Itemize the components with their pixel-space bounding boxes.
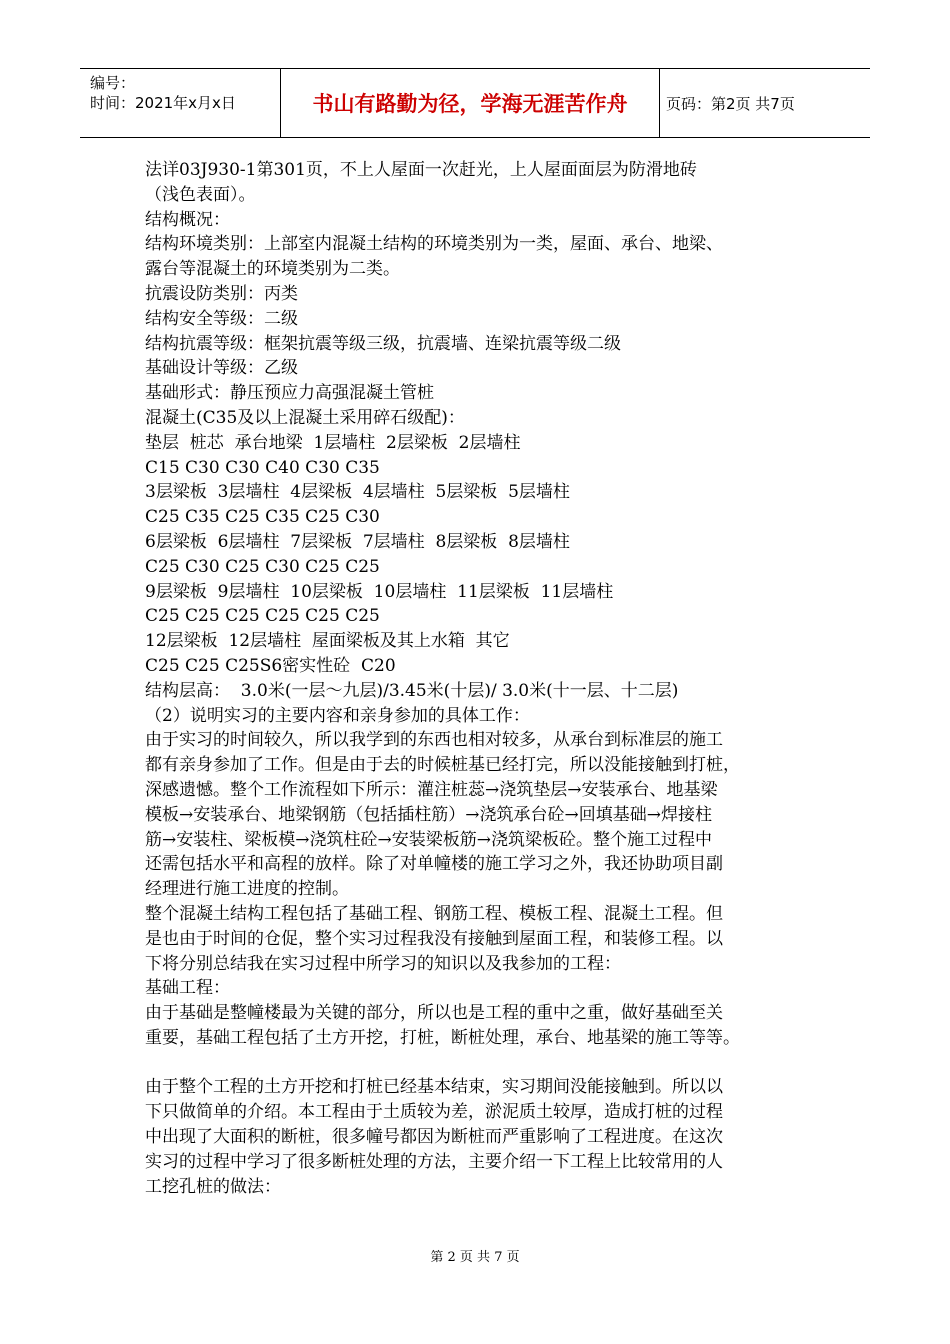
body-line: 结构概况： bbox=[145, 209, 230, 230]
body-line: 还需包括水平和高程的放样。除了对单幢楼的施工学习之外，我还协助项目副 bbox=[145, 854, 723, 875]
body-line: 由于基础是整幢楼最为关键的部分，所以也是工程的重中之重，做好基础至关 bbox=[145, 1003, 723, 1024]
body-line: 由于整个工程的土方开挖和打桩已经基本结束，实习期间没能接触到。所以以 bbox=[145, 1077, 723, 1098]
body-line: C25 C25 C25S6密实性砼 C20 bbox=[145, 655, 396, 676]
header-page-info bbox=[660, 69, 870, 137]
document-body bbox=[145, 158, 815, 1199]
body-line: C25 C30 C25 C30 C25 C25 bbox=[145, 556, 380, 577]
body-line: 中出现了大面积的断桩，很多幢号都因为断桩而严重影响了工程进度。在这次 bbox=[145, 1127, 723, 1148]
body-line: 筋→安装柱、梁板模→浇筑柱砼→安装梁板筋→浇筑梁板砼。整个施工过程中 bbox=[145, 829, 712, 850]
page-info-text: 页码：第2页 共7页 bbox=[666, 94, 795, 113]
body-line: 混凝土(C35及以上混凝土采用碎石级配)： bbox=[145, 407, 465, 428]
page-header bbox=[80, 68, 870, 138]
body-line: 结构安全等级：二级 bbox=[145, 308, 298, 329]
document-number-label: 编号： bbox=[90, 74, 136, 92]
body-line: 3层梁板 3层墙柱 4层梁板 4层墙柱 5层梁板 5层墙柱 bbox=[145, 482, 570, 503]
document-date: 时间：2021年x月x日 bbox=[90, 94, 236, 112]
header-meta bbox=[80, 69, 280, 137]
body-line: 下只做简单的介绍。本工程由于土质较为差，淤泥质土较厚，造成打桩的过程 bbox=[145, 1102, 723, 1123]
body-line: 都有亲身参加了工作。但是由于去的时候桩基已经打完，所以没能接触到打桩， bbox=[145, 755, 740, 776]
body-line: 露台等混凝土的环境类别为二类。 bbox=[145, 259, 400, 280]
body-line: C25 C35 C25 C35 C25 C30 bbox=[145, 507, 380, 528]
body-line: C15 C30 C30 C40 C30 C35 bbox=[145, 457, 380, 478]
header-motto bbox=[280, 69, 660, 137]
blank-line bbox=[145, 1051, 815, 1076]
body-line: 6层梁板 6层墙柱 7层梁板 7层墙柱 8层梁板 8层墙柱 bbox=[145, 531, 570, 552]
page-footer bbox=[0, 1246, 950, 1265]
body-line: 实习的过程中学习了很多断桩处理的方法，主要介绍一下工程上比较常用的人 bbox=[145, 1151, 723, 1172]
body-line: 经理进行施工进度的控制。 bbox=[145, 879, 349, 900]
body-line: 由于实习的时间较久，所以我学到的东西也相对较多，从承台到标准层的施工 bbox=[145, 730, 723, 751]
body-line: 结构环境类别：上部室内混凝土结构的环境类别为一类，屋面、承台、地梁、 bbox=[145, 234, 723, 255]
body-line: 抗震设防类别：丙类 bbox=[145, 283, 298, 304]
body-line: 工挖孔桩的做法： bbox=[145, 1176, 281, 1197]
body-line: 模板→安装承台、地梁钢筋（包括插柱筋）→浇筑承台砼→回填基础→焊接柱 bbox=[145, 804, 712, 825]
body-line: 是也由于时间的仓促，整个实习过程我没有接触到屋面工程，和装修工程。以 bbox=[145, 928, 723, 949]
motto-text: 书山有路勤为径，学海无涯苦作舟 bbox=[312, 92, 628, 116]
body-line: 深感遗憾。整个工作流程如下所示：灌注桩蕊→浇筑垫层→安装承台、地基梁 bbox=[145, 779, 718, 800]
body-line: 法详03J930-1第301页，不上人屋面一次赶光，上人屋面面层为防滑地砖 bbox=[145, 160, 697, 180]
body-line: C25 C25 C25 C25 C25 C25 bbox=[145, 606, 380, 627]
body-line: （浅色表面）。 bbox=[145, 184, 256, 205]
body-line: 结构层高： 3.0米(一层～九层)/3.45米(十层)/ 3.0米(十一层、十二层) bbox=[145, 680, 679, 701]
body-line: 结构抗震等级：框架抗震等级三级，抗震墙、连梁抗震等级二级 bbox=[145, 333, 621, 354]
footer-page-number: 第 2 页 共 7 页 bbox=[430, 1250, 520, 1265]
body-line: 9层梁板 9层墙柱 10层梁板 10层墙柱 11层梁板 11层墙柱 bbox=[145, 581, 614, 602]
body-line: 重要，基础工程包括了土方开挖，打桩，断桩处理，承台、地基梁的施工等等。 bbox=[145, 1027, 740, 1048]
body-line: 基础形式：静压预应力高强混凝土管桩 bbox=[145, 383, 434, 404]
body-line: 垫层 桩芯 承台地梁 1层墙柱 2层梁板 2层墙柱 bbox=[145, 432, 521, 453]
body-line: 基础工程： bbox=[145, 978, 230, 999]
body-line: 下将分别总结我在实习过程中所学习的知识以及我参加的工程： bbox=[145, 953, 621, 974]
body-line: 12层梁板 12层墙柱 屋面梁板及其上水箱 其它 bbox=[145, 631, 510, 652]
body-line: 基础设计等级：乙级 bbox=[145, 358, 298, 379]
body-line: （2）说明实习的主要内容和亲身参加的具体工作： bbox=[145, 705, 530, 726]
body-line: 整个混凝土结构工程包括了基础工程、钢筋工程、模板工程、混凝土工程。但 bbox=[145, 903, 723, 924]
